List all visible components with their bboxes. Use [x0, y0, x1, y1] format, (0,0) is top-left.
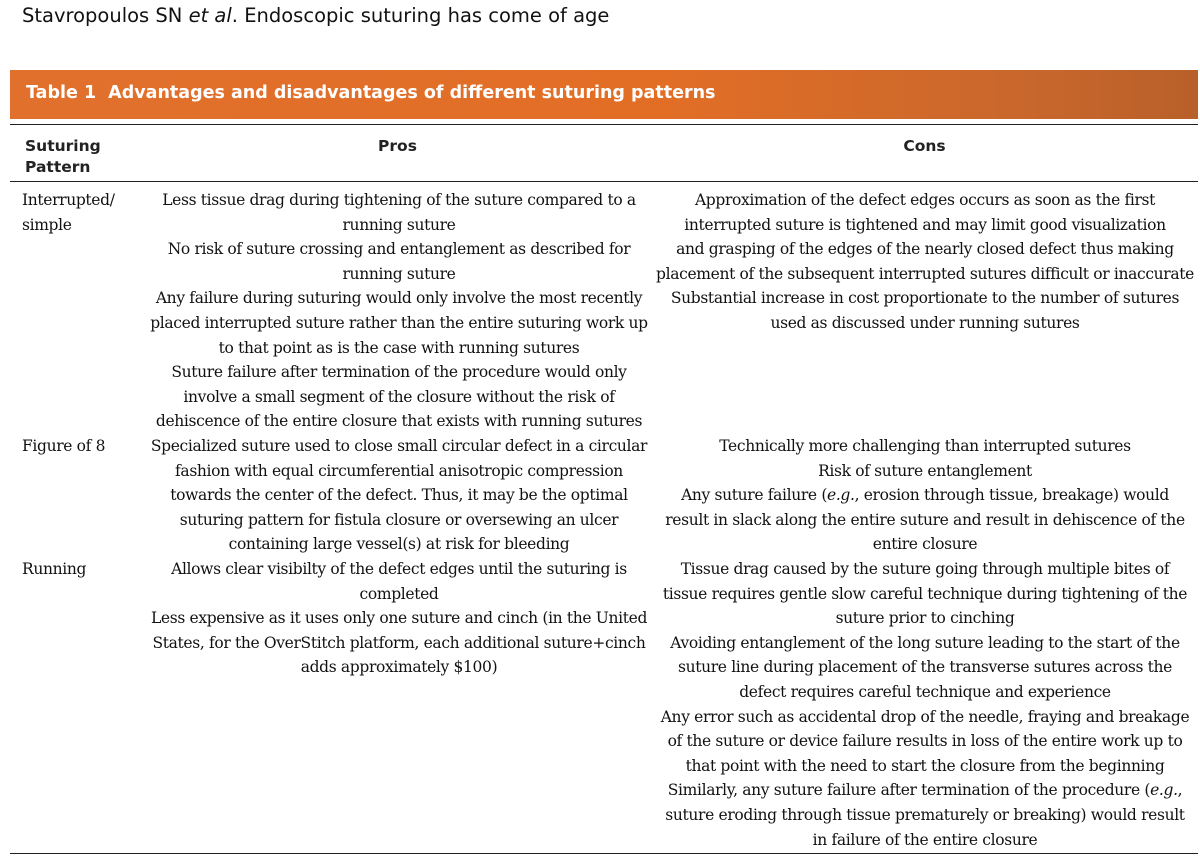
- pros-line: dehiscence of the entire closure that exists with running sutures: [155, 412, 643, 431]
- cons-text-italic: e.g.: [827, 486, 855, 505]
- pros-line: completed: [359, 584, 439, 603]
- cons-line: used as discussed under running sutures: [770, 313, 1080, 332]
- pros-line: placed interrupted suture rather than the entire suturing work up: [150, 313, 648, 332]
- cons-line: Avoiding entanglement of the long suture leading to the start of the: [670, 633, 1180, 652]
- pros-line: States, for the OverStitch platform, each additional suture+cinch: [152, 633, 646, 652]
- cons-text: , erosion through tissue, breakage) would: [854, 486, 1169, 505]
- cons-line: Technically more challenging than interrupted sutures: [719, 437, 1131, 455]
- row-running-pros: [140, 557, 658, 680]
- cons-line: and grasping of the edges of the nearly closed defect thus making: [676, 240, 1174, 259]
- header-title: . Endoscopic suturing has come of age: [231, 4, 610, 27]
- column-header-pattern: [25, 136, 135, 178]
- cons-line: placement of the subsequent interrupted sutures difficult or inaccurate: [656, 264, 1194, 283]
- pattern-line: Interrupted/: [22, 191, 115, 209]
- pros-line: towards the center of the defect. Thus, it may be the optimal: [170, 486, 628, 505]
- cons-line: Substantial increase in cost proportionate to the number of sutures: [670, 289, 1180, 308]
- cons-line: interrupted suture is tightened and may limit good visualization: [684, 215, 1166, 234]
- pros-line: containing large vessel(s) at risk for bleeding: [228, 535, 570, 554]
- cons-line: suture eroding through tissue prematurely or breaking) would result: [665, 805, 1185, 824]
- pattern-line: Running: [22, 560, 87, 578]
- cons-line: Approximation of the defect edges occurs as soon as the first: [694, 191, 1156, 209]
- cons-line: suture line during placement of the transverse sutures across the: [677, 658, 1172, 677]
- cons-line: that point with the need to start the closure from the beginning: [685, 756, 1165, 775]
- table-label: Table 1: [26, 83, 97, 103]
- row-interrupted-pattern: [22, 188, 137, 237]
- pros-line: adds approximately $100): [300, 658, 498, 677]
- cons-line: Risk of suture entanglement: [818, 461, 1032, 480]
- pattern-line: simple: [22, 215, 72, 234]
- pros-line: suturing pattern for fistula closure or oversewing an ulcer: [179, 510, 619, 529]
- row-interrupted-cons: [652, 188, 1198, 336]
- column-header-pattern-line: Pattern: [25, 158, 91, 176]
- pros-line: involve a small segment of the closure without the risk of: [183, 387, 615, 406]
- running-header: [22, 4, 609, 27]
- cons-line: in failure of the entire closure: [812, 830, 1038, 849]
- row-figure8-cons: [652, 434, 1198, 557]
- row-figure8-pros: [140, 434, 658, 557]
- pros-line: running suture: [342, 264, 456, 283]
- cons-line: entire closure: [872, 535, 978, 554]
- table-caption: [10, 70, 1198, 119]
- cons-line: [652, 778, 1198, 803]
- row-figure8-pattern: [22, 434, 137, 459]
- cons-line: [652, 483, 1198, 508]
- cons-line: of the suture or device failure results in loss of the entire work up to: [667, 732, 1183, 751]
- pros-line: running suture: [342, 215, 456, 234]
- header-etal: et al: [188, 4, 232, 27]
- column-header-cons: Cons: [903, 137, 946, 155]
- pros-line: Suture failure after termination of the procedure would only: [171, 363, 627, 382]
- cons-text: ,: [1177, 781, 1183, 800]
- cons-line: suture prior to cinching: [835, 609, 1015, 628]
- cons-line: defect requires careful technique and experience: [739, 682, 1111, 701]
- header-authors: Stavropoulos SN: [22, 4, 183, 27]
- pros-line: fashion with equal circumferential anisotropic compression: [175, 461, 623, 480]
- pros-line: Specialized suture used to close small circular defect in a circular: [150, 437, 648, 455]
- column-header-pros: Pros: [378, 137, 417, 155]
- pattern-line: Figure of 8: [22, 437, 106, 455]
- table-bottom-rule: [10, 853, 1198, 854]
- cons-line: result in slack along the entire suture and result in dehiscence of the: [665, 510, 1185, 529]
- row-interrupted-pros: [140, 188, 658, 434]
- cons-text: Any suture failure (: [681, 486, 828, 505]
- cons-text: Similarly, any suture failure after termination of the procedure (: [667, 781, 1151, 800]
- pros-line: Less expensive as it uses only one suture and cinch (in the United: [150, 609, 648, 628]
- pros-line: to that point as is the case with running sutures: [218, 338, 580, 357]
- table-header-rule: [10, 181, 1198, 182]
- cons-line: Any error such as accidental drop of the needle, fraying and breakage: [660, 707, 1190, 726]
- table-title: Advantages and disadvantages of different suturing patterns: [108, 83, 716, 103]
- table-top-rule: [10, 124, 1198, 125]
- pros-line: Less tissue drag during tightening of the suture compared to a: [162, 191, 636, 209]
- pros-line: Any failure during suturing would only involve the most recently: [155, 289, 643, 308]
- cons-line: tissue requires gentle slow careful technique during tightening of the: [662, 584, 1188, 603]
- cons-text-italic: e.g.: [1150, 781, 1178, 800]
- row-running-cons: [652, 557, 1198, 852]
- column-header-pattern-line: Suturing: [25, 137, 101, 155]
- row-running-pattern: [22, 557, 137, 582]
- pros-line: Allows clear visibilty of the defect edges until the suturing is: [171, 560, 627, 578]
- cons-line: Tissue drag caused by the suture going through multiple bites of: [680, 560, 1170, 578]
- pros-line: No risk of suture crossing and entanglement as described for: [167, 240, 631, 259]
